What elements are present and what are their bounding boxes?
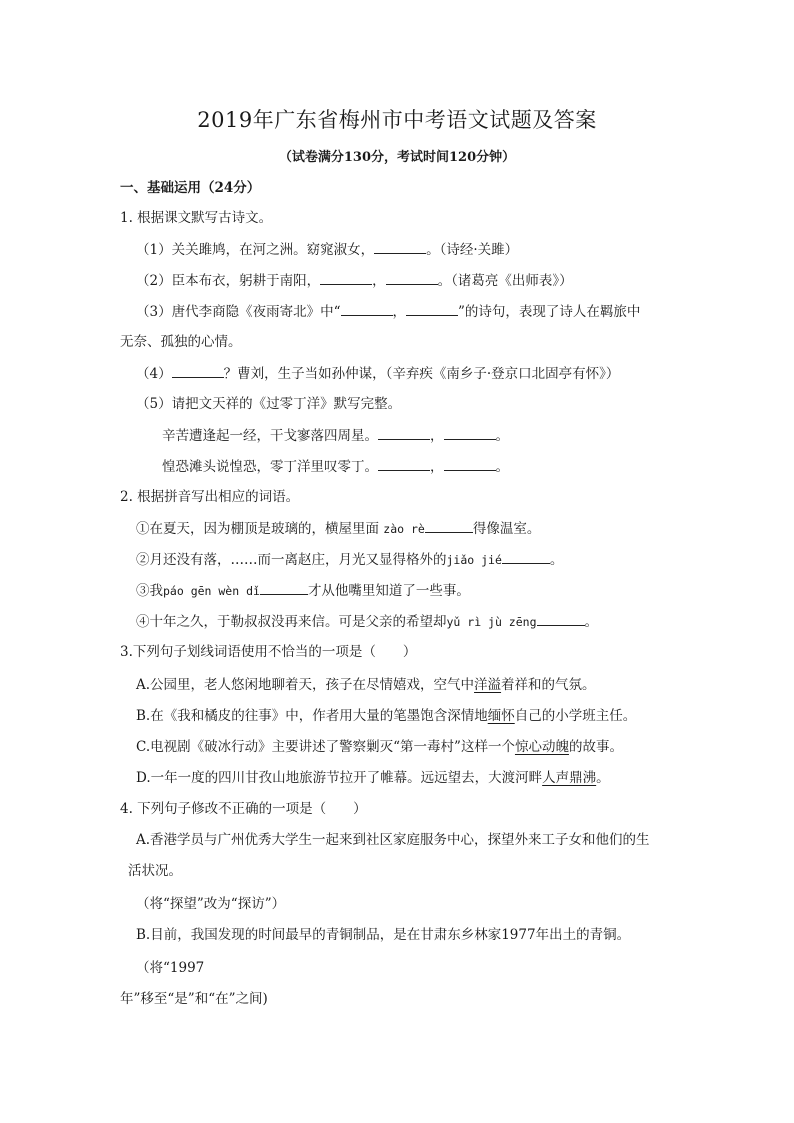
q4-option-b-fix: （将“1997 bbox=[136, 960, 205, 976]
page-title: 2019年广东省梅州市中考语文试题及答案 bbox=[197, 108, 597, 132]
q1-item-1: （1）关关雎鸠，在河之洲。窈窕淑女， 。（诗经·关雎） bbox=[136, 239, 518, 260]
q2-item-4: ④十年之久，于勒叔叔没再来信。可是父亲的希望却yǔ rì jù zēng 。 bbox=[136, 611, 598, 632]
answer-blank[interactable] bbox=[502, 549, 550, 564]
pinyin-prompt: jiǎo jié bbox=[446, 553, 502, 567]
question-3-stem: 3.下列句子划线词语使用不恰当的一项是（ ） bbox=[120, 644, 417, 660]
answer-blank[interactable] bbox=[386, 270, 438, 285]
answer-blank[interactable] bbox=[172, 363, 224, 378]
pinyin-prompt: yǔ rì jù zēng bbox=[446, 615, 537, 629]
answer-blank[interactable] bbox=[320, 270, 372, 285]
pinyin-prompt: zào rè bbox=[383, 522, 425, 536]
q2-item-2: ②月还没有落，……而一离赵庄，月光又显得格外的jiǎo jié 。 bbox=[136, 549, 563, 570]
section-heading: 一、基础运用（24分） bbox=[120, 180, 261, 196]
pinyin-prompt: páo gēn wèn dǐ bbox=[163, 584, 260, 598]
q3-option-c[interactable]: C.电视剧《破冰行动》主要讲述了警察剿灭“第一毒村”这样一个惊心动魄的故事。 bbox=[136, 739, 623, 755]
underlined-word: 缅怀 bbox=[487, 708, 515, 724]
q2-item-3: ③我páo gēn wèn dǐ 才从他嘴里知道了一些事。 bbox=[136, 580, 470, 601]
answer-blank[interactable] bbox=[260, 580, 308, 595]
question-2-stem: 2. 根据拼音写出相应的词语。 bbox=[120, 489, 300, 505]
underlined-word: 洋溢 bbox=[474, 677, 502, 693]
q3-option-a[interactable]: A.公园里，老人悠闲地聊着天，孩子在尽情嬉戏，空气中洋溢着祥和的气氛。 bbox=[136, 677, 596, 693]
q2-item-1: ①在夏天，因为棚顶是玻璃的，横屋里面 zào rè 得像温室。 bbox=[136, 518, 540, 539]
poem-line-2: 惶恐滩头说惶恐，零丁洋里叹零丁。 ， 。 bbox=[162, 456, 509, 477]
answer-blank[interactable] bbox=[444, 456, 496, 471]
q4-option-b[interactable]: B.目前，我国发现的时间最早的青铜制品，是在甘肃东乡林家1977年出土的青铜。 bbox=[136, 927, 631, 943]
q4-option-a-continued: 活状况。 bbox=[128, 863, 182, 879]
answer-blank[interactable] bbox=[537, 611, 585, 626]
question-4-stem: 4. 下列句子修改不正确的一项是（ ） bbox=[120, 801, 367, 817]
q4-option-a[interactable]: A.香港学员与广州优秀大学生一起来到社区家庭服务中心，探望外来工子女和他们的生 bbox=[136, 832, 650, 848]
q3-option-d[interactable]: D.一年一度的四川甘孜山地旅游节拉开了帷幕。远远望去，大渡河畔人声鼎沸。 bbox=[136, 770, 610, 786]
answer-blank[interactable] bbox=[378, 456, 430, 471]
q1-item-5: （5）请把文天祥的《过零丁洋》默写完整。 bbox=[136, 396, 402, 412]
q3-option-b[interactable]: B.在《我和橘皮的往事》中，作者用大量的笔墨饱含深情地缅怀自己的小学班主任。 bbox=[136, 708, 637, 724]
q4-option-b-fix-continued: 年”移至“是”和“在”之间) bbox=[120, 991, 268, 1007]
q1-item-2: （2）臣本布衣，躬耕于南阳， ， 。（诸葛亮《出师表》） bbox=[136, 270, 573, 291]
answer-blank[interactable] bbox=[341, 301, 393, 316]
poem-line-1: 辛苦遭逢起一经，干戈寥落四周星。 ， 。 bbox=[162, 425, 509, 446]
answer-blank[interactable] bbox=[425, 518, 473, 533]
q1-item-4: （4） ？曹刘，生子当如孙仲谋，（辛弃疾《南乡子·登京口北固亭有怀》） bbox=[136, 363, 619, 384]
underlined-word: 人声鼎沸 bbox=[542, 770, 597, 786]
question-1-stem: 1. 根据课文默写古诗文。 bbox=[120, 210, 273, 226]
answer-blank[interactable] bbox=[406, 301, 458, 316]
q1-item-3-continued: 无奈、孤独的心情。 bbox=[120, 334, 242, 350]
q1-item-3: （3）唐代李商隐《夜雨寄北》中“ ， ”的诗句，表现了诗人在羁旅中 bbox=[136, 301, 640, 322]
answer-blank[interactable] bbox=[374, 239, 426, 254]
answer-blank[interactable] bbox=[444, 425, 496, 440]
answer-blank[interactable] bbox=[378, 425, 430, 440]
underlined-word: 惊心动魄 bbox=[514, 739, 569, 755]
q4-option-a-fix: （将“探望”改为“探访”） bbox=[136, 896, 286, 912]
exam-info: （试卷满分130分，考试时间120分钟） bbox=[278, 150, 516, 165]
